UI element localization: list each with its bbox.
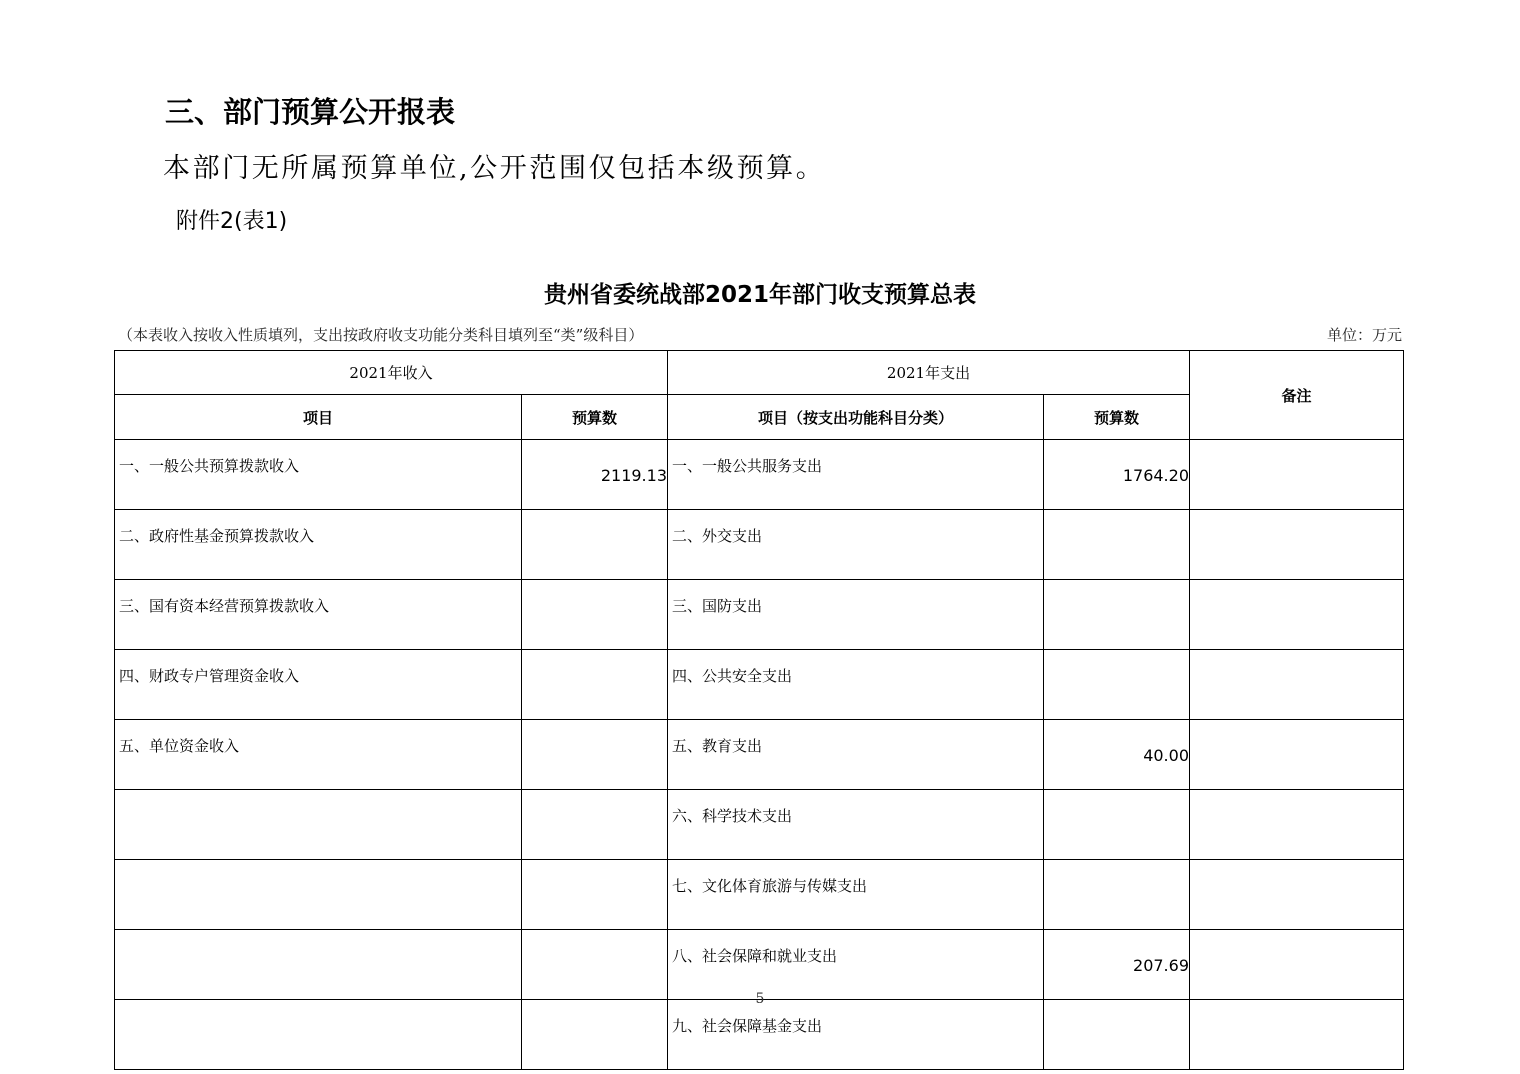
remark-header: 备注 — [1190, 351, 1404, 440]
income-group-header: 2021年收入 — [115, 351, 668, 395]
income-item-cell: 一、一般公共预算拨款收入 — [115, 440, 522, 510]
expense-amount-value: 207.69 — [1133, 956, 1189, 975]
expense-amount-value: 1764.20 — [1122, 466, 1189, 485]
remark-cell — [1190, 580, 1404, 650]
income-item-cell: 五、单位资金收入 — [115, 720, 522, 790]
expense-amount-cell — [1044, 1000, 1190, 1070]
table-note: （本表收入按收入性质填列，支出按政府收支功能分类科目填列至“类”级科目） — [118, 326, 644, 344]
remark-cell — [1190, 860, 1404, 930]
expense-amount-cell — [1044, 650, 1190, 720]
remark-cell — [1190, 650, 1404, 720]
expense-group-header: 2021年支出 — [668, 351, 1190, 395]
intro-text: 本部门无所属预算单位,公开范围仅包括本级预算。 — [163, 153, 826, 184]
income-item-cell: 二、政府性基金预算拨款收入 — [115, 510, 522, 580]
unit-label: 单位：万元 — [1326, 326, 1402, 344]
income-amount-cell — [522, 790, 668, 860]
income-amount-cell — [522, 1000, 668, 1070]
expense-item-cell: 二、外交支出 — [668, 510, 1044, 580]
table-row — [115, 720, 1404, 790]
table-row — [115, 440, 1404, 510]
expense-amount-cell — [1044, 580, 1190, 650]
expense-item-cell: 一、一般公共服务支出 — [668, 440, 1044, 510]
expense-amount-cell — [1044, 440, 1190, 510]
income-amount-cell — [522, 860, 668, 930]
remark-cell — [1190, 440, 1404, 510]
income-item-cell — [115, 790, 522, 860]
remark-cell — [1190, 720, 1404, 790]
attachment-label: 附件2(表1) — [176, 209, 288, 234]
expense-item-cell: 九、社会保障基金支出 — [668, 1000, 1044, 1070]
income-amount-cell — [522, 720, 668, 790]
expense-item-cell: 七、文化体育旅游与传媒支出 — [668, 860, 1044, 930]
expense-budget-header: 预算数 — [1044, 395, 1190, 440]
expense-item-header: 项目（按支出功能科目分类） — [668, 395, 1044, 440]
section-heading: 三、部门预算公开报表 — [165, 95, 456, 129]
income-budget-header: 预算数 — [522, 395, 668, 440]
table-row — [115, 510, 1404, 580]
table-row — [115, 580, 1404, 650]
income-amount-cell — [522, 650, 668, 720]
table-row — [115, 860, 1404, 930]
table-row — [115, 650, 1404, 720]
expense-amount-cell — [1044, 930, 1190, 1000]
income-item-cell — [115, 930, 522, 1000]
expense-item-cell: 四、公共安全支出 — [668, 650, 1044, 720]
income-item-header: 项目 — [115, 395, 522, 440]
income-item-cell: 四、财政专户管理资金收入 — [115, 650, 522, 720]
income-item-cell: 三、国有资本经营预算拨款收入 — [115, 580, 522, 650]
income-amount-cell — [522, 510, 668, 580]
expense-item-cell: 八、社会保障和就业支出 — [668, 930, 1044, 1000]
expense-amount-cell — [1044, 860, 1190, 930]
expense-amount-value: 40.00 — [1143, 746, 1189, 765]
table-row — [115, 930, 1404, 1000]
page-number: 5 — [755, 991, 765, 1007]
income-amount-cell — [522, 440, 668, 510]
table-row — [115, 790, 1404, 860]
income-item-cell — [115, 860, 522, 930]
expense-item-cell: 六、科学技术支出 — [668, 790, 1044, 860]
table-row — [115, 1000, 1404, 1070]
header-row-groups — [115, 351, 1404, 395]
expense-item-cell: 五、教育支出 — [668, 720, 1044, 790]
expense-amount-cell — [1044, 720, 1190, 790]
remark-cell — [1190, 510, 1404, 580]
income-item-cell — [115, 1000, 522, 1070]
remark-cell — [1190, 790, 1404, 860]
remark-cell — [1190, 930, 1404, 1000]
expense-item-cell: 三、国防支出 — [668, 580, 1044, 650]
expense-amount-cell — [1044, 790, 1190, 860]
income-amount-cell — [522, 580, 668, 650]
budget-table — [114, 350, 1404, 1070]
remark-cell — [1190, 1000, 1404, 1070]
income-amount-cell — [522, 930, 668, 1000]
expense-amount-cell — [1044, 510, 1190, 580]
table-title: 贵州省委统战部2021年部门收支预算总表 — [543, 282, 976, 308]
income-amount-value: 2119.13 — [600, 466, 667, 485]
